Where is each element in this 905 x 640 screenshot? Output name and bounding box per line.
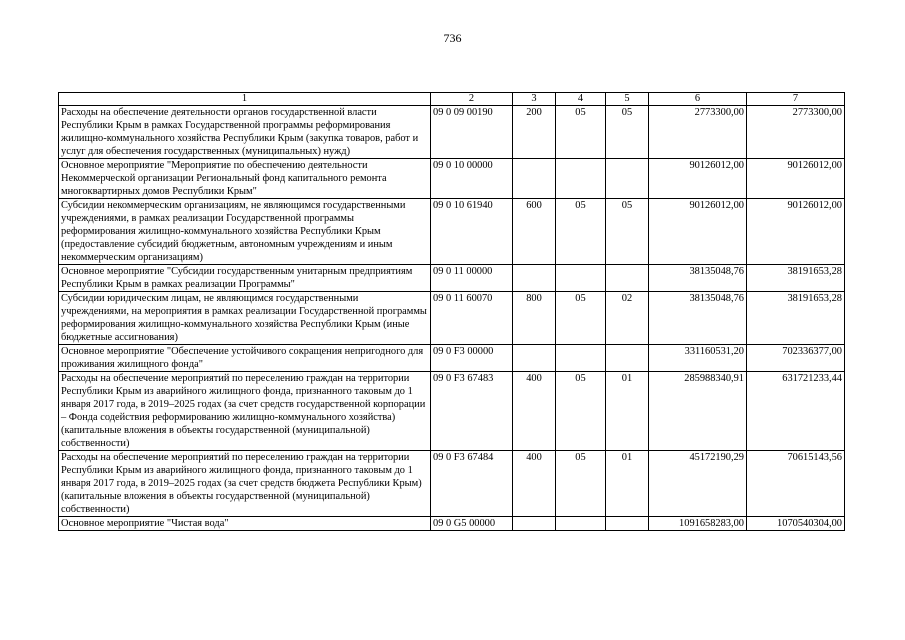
row-col5: [606, 265, 649, 292]
table-row: [59, 372, 845, 451]
row-col3: [513, 345, 556, 372]
table-row: [59, 199, 845, 265]
row-code: 09 0 11 60070: [431, 292, 513, 345]
row-amount-2: 90126012,00: [747, 159, 845, 199]
row-name: Основное мероприятие "Чистая вода": [59, 517, 431, 531]
column-header: 1: [59, 93, 431, 106]
table-row: [59, 159, 845, 199]
row-code: 09 0 F3 00000: [431, 345, 513, 372]
row-col4: [556, 517, 606, 531]
header-row: [59, 93, 845, 106]
row-amount-2: 1070540304,00: [747, 517, 845, 531]
row-col5: 05: [606, 106, 649, 159]
row-col5: [606, 345, 649, 372]
row-amount-1: 285988340,91: [649, 372, 747, 451]
row-amount-2: 2773300,00: [747, 106, 845, 159]
row-name: Расходы на обеспечение мероприятий по переселению граждан на территории Республики Крым из аварийного жилищного фонда, признанного таковым до 1 января 2017 года, в 2019–2025 годах (за счет средств бюджета Республики Крым) (капитальные вложения в объекты государственной (муниципальной) собственности): [59, 451, 431, 517]
row-amount-1: 90126012,00: [649, 159, 747, 199]
row-col4: 05: [556, 199, 606, 265]
column-header: 3: [513, 93, 556, 106]
row-code: 09 0 09 00190: [431, 106, 513, 159]
row-col4: 05: [556, 451, 606, 517]
column-header: 2: [431, 93, 513, 106]
row-name: Расходы на обеспечение деятельности органов государственной власти Республики Крым в рамках Государственной программы реформирования жилищно-коммунального хозяйства Республики Крым (закупка товаров, работ и услуг для обеспечения государственных (муниципальных) нужд): [59, 106, 431, 159]
row-name: Основное мероприятие "Субсидии государственным унитарным предприятиям Республики Крым в рамках реализации Программы": [59, 265, 431, 292]
row-col3: 200: [513, 106, 556, 159]
row-col3: 400: [513, 372, 556, 451]
row-amount-2: 702336377,00: [747, 345, 845, 372]
row-name: Субсидии юридическим лицам, не являющимся государственными учреждениями, на мероприятия в рамках реализации Государственной программы реформирования жилищно-коммунального хозяйства Республики Крым (иные бюджетные ассигнования): [59, 292, 431, 345]
column-header: 5: [606, 93, 649, 106]
row-col4: [556, 265, 606, 292]
row-code: 09 0 G5 00000: [431, 517, 513, 531]
table-row: [59, 451, 845, 517]
row-code: 09 0 10 00000: [431, 159, 513, 199]
row-col4: 05: [556, 292, 606, 345]
row-code: 09 0 F3 67484: [431, 451, 513, 517]
table-row: [59, 265, 845, 292]
row-col4: 05: [556, 372, 606, 451]
row-code: 09 0 11 00000: [431, 265, 513, 292]
row-name: Основное мероприятие "Мероприятие по обеспечению деятельности Некоммерческой организации Региональный фонд капитального ремонта многоквартирных домов Республики Крым": [59, 159, 431, 199]
row-amount-1: 38135048,76: [649, 292, 747, 345]
row-code: 09 0 10 61940: [431, 199, 513, 265]
row-amount-2: 90126012,00: [747, 199, 845, 265]
row-amount-1: 90126012,00: [649, 199, 747, 265]
page-number: 736: [443, 31, 462, 45]
row-code: 09 0 F3 67483: [431, 372, 513, 451]
row-amount-1: 45172190,29: [649, 451, 747, 517]
row-amount-1: 1091658283,00: [649, 517, 747, 531]
row-amount-2: 70615143,56: [747, 451, 845, 517]
table-row: [59, 345, 845, 372]
column-header: 4: [556, 93, 606, 106]
column-header: 6: [649, 93, 747, 106]
row-col4: 05: [556, 106, 606, 159]
row-amount-2: 631721233,44: [747, 372, 845, 451]
row-col3: 800: [513, 292, 556, 345]
row-col3: 400: [513, 451, 556, 517]
row-col5: 02: [606, 292, 649, 345]
row-amount-2: 38191653,28: [747, 292, 845, 345]
row-name: Субсидии некоммерческим организациям, не являющимся государственными учреждениями, в рамках реализации Государственной программы реформирования жилищно-коммунального хозяйства Республики Крым (предоставление субсидий бюджетным, автономным учреждениям и иным некоммерческим организациям): [59, 199, 431, 265]
row-amount-1: 331160531,20: [649, 345, 747, 372]
row-col5: [606, 159, 649, 199]
row-col5: 01: [606, 372, 649, 451]
row-amount-1: 2773300,00: [649, 106, 747, 159]
table-row: [59, 517, 845, 531]
row-name: Основное мероприятие "Обеспечение устойчивого сокращения непригодного для проживания жилищного фонда": [59, 345, 431, 372]
row-col3: [513, 159, 556, 199]
row-col4: [556, 345, 606, 372]
row-col3: [513, 517, 556, 531]
budget-table: [58, 92, 845, 531]
row-col3: 600: [513, 199, 556, 265]
row-col5: [606, 517, 649, 531]
table-row: [59, 106, 845, 159]
row-col5: 05: [606, 199, 649, 265]
row-col5: 01: [606, 451, 649, 517]
row-amount-1: 38135048,76: [649, 265, 747, 292]
row-col4: [556, 159, 606, 199]
row-col3: [513, 265, 556, 292]
table-row: [59, 292, 845, 345]
column-header: 7: [747, 93, 845, 106]
row-name: Расходы на обеспечение мероприятий по переселению граждан на территории Республики Крым из аварийного жилищного фонда, признанного таковым до 1 января 2017 года, в 2019–2025 годах (за счет средств государственной корпорации – Фонда содействия реформированию жилищно-коммунального хозяйства) (капитальные вложения в объекты государственной (муниципальной) собственности): [59, 372, 431, 451]
row-amount-2: 38191653,28: [747, 265, 845, 292]
